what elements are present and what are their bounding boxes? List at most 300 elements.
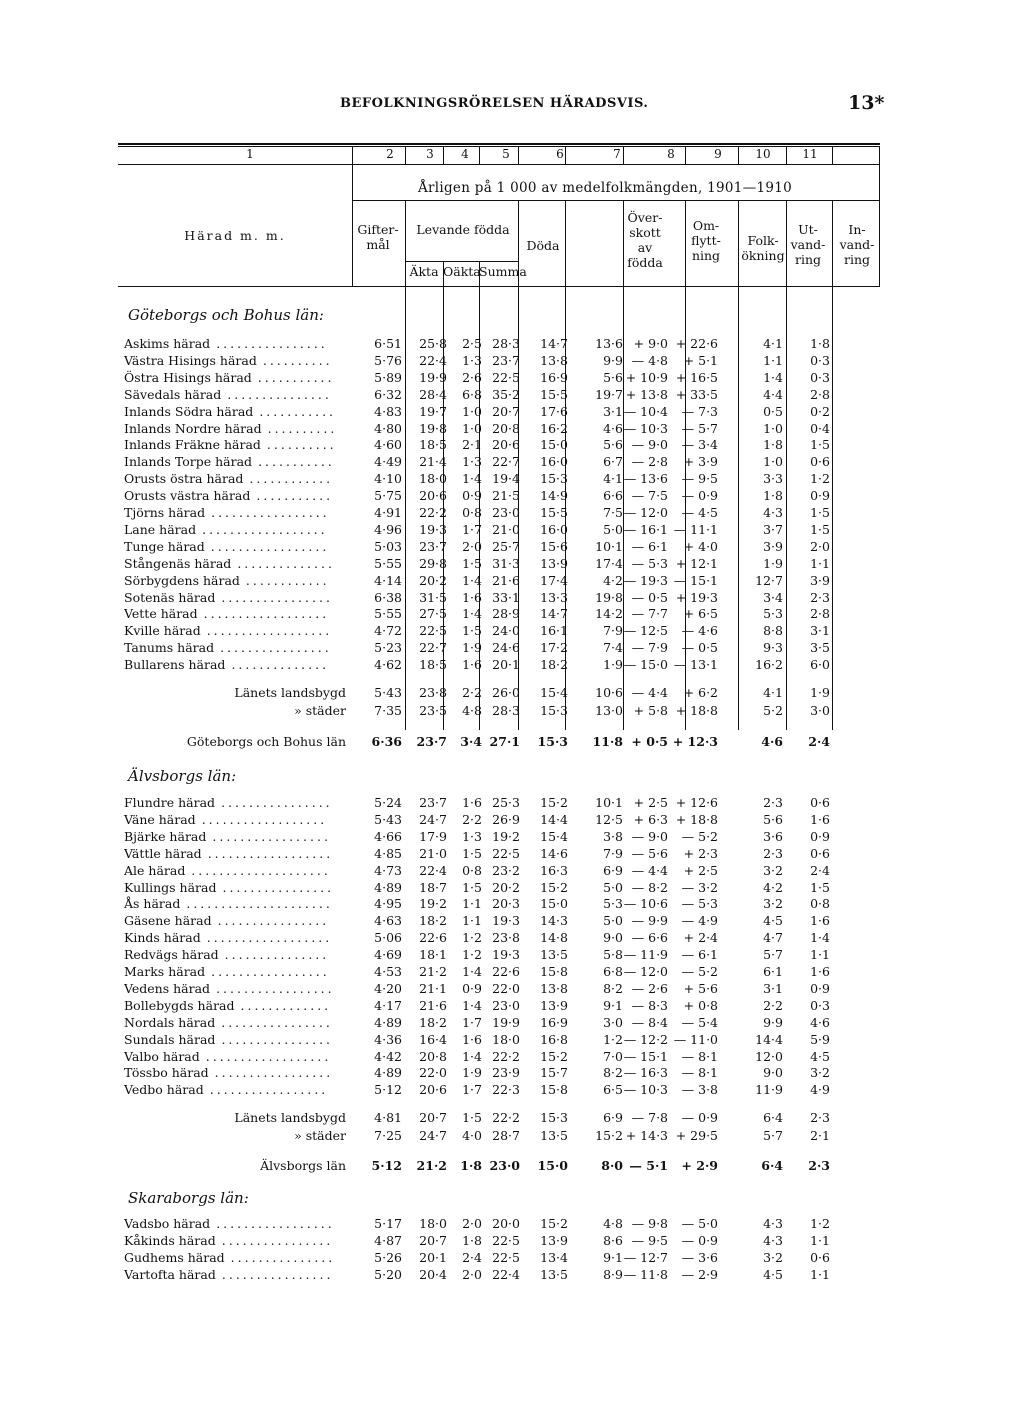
cell-col-4: 1·4: [462, 471, 482, 487]
leader-dots: .................: [211, 505, 330, 520]
cell-col-3: 20·6: [419, 1082, 447, 1098]
cell-col-5: 19·9: [492, 1014, 520, 1030]
cell-col-3: 21·6: [419, 997, 447, 1013]
cell-col-2: 7·25: [374, 1128, 402, 1143]
cell-col-9: + 19·3: [675, 589, 718, 605]
table-row: [0, 880, 1024, 896]
cell-col-11: 0·6: [810, 454, 830, 470]
cell-col-10: 2·3: [763, 795, 783, 810]
cell-col-7: 8·6: [603, 1232, 623, 1248]
cell-col-6: 13·5: [540, 1128, 568, 1143]
cell-col-8: — 6·1: [631, 538, 668, 554]
cell-col-8: — 6·6: [631, 930, 668, 946]
cell-col-9: — 0·9: [681, 488, 718, 504]
cell-col-4: 2·6: [462, 369, 482, 385]
cell-col-5: 20·8: [492, 420, 520, 436]
cell-col-7: 19·8: [595, 589, 623, 605]
cell-col-5: 20·7: [492, 403, 520, 419]
table-row: [0, 590, 1024, 606]
leader-dots: ....................: [191, 862, 331, 878]
cell-col-10: 1·8: [763, 488, 783, 504]
cell-col-2: 5·24: [374, 795, 402, 810]
cell-col-11: 0·4: [810, 420, 830, 436]
page-number: 13*: [848, 92, 885, 114]
leader-dots: .................: [209, 1082, 329, 1098]
cell-col-2: 5·55: [374, 606, 402, 622]
cell-col-3: 19·9: [419, 369, 447, 385]
running-title: BEFOLKNINGSRÖRELSEN HÄRADSVIS.: [340, 96, 649, 111]
cell-col-5: 22·5: [492, 845, 520, 861]
cell-col-3: 16·4: [419, 1031, 447, 1047]
header-utvandring: Ut- vand- ring: [790, 222, 826, 267]
table-row: [0, 1065, 1024, 1081]
cell-col-2: 4·85: [374, 845, 402, 861]
cell-col-8: — 7·9: [631, 640, 668, 656]
cell-col-8: — 10·3: [623, 1082, 668, 1098]
cell-col-6: 15·0: [537, 1158, 568, 1173]
column-number: 4: [461, 147, 469, 161]
cell-col-6: 15·5: [540, 505, 568, 520]
cell-col-4: 1·8: [460, 1158, 482, 1173]
cell-col-8: — 10·4: [623, 403, 668, 419]
cell-col-4: 1·5: [462, 845, 482, 861]
header-summa: Summa: [479, 264, 527, 279]
column-number: 3: [426, 147, 434, 161]
cell-col-7: 17·4: [595, 555, 623, 571]
cell-col-7: 4·1: [603, 471, 623, 487]
leader-dots: .................: [212, 828, 331, 844]
cell-col-11: 0·9: [810, 980, 830, 996]
cell-col-9: + 2·9: [681, 1158, 718, 1173]
cell-col-2: 4·91: [374, 505, 402, 520]
cell-col-10: 4·3: [763, 1216, 783, 1231]
row-label: Askims härad: [124, 336, 211, 351]
leader-dots: ...............: [227, 386, 332, 402]
cell-col-8: — 16·3: [623, 1065, 668, 1081]
table-row: [0, 964, 1024, 980]
cell-col-9: — 4·9: [681, 913, 718, 929]
cell-col-3: 22·7: [419, 640, 447, 656]
cell-col-2: 4·73: [374, 862, 402, 878]
cell-col-11: 3·1: [810, 623, 830, 639]
cell-col-4: 1·8: [462, 1232, 482, 1248]
cell-col-3: 20·7: [419, 1110, 447, 1125]
cell-col-8: — 12·0: [623, 964, 668, 979]
table-row: [0, 336, 1024, 352]
leader-dots: ..........: [267, 420, 338, 436]
cell-col-5: 22·3: [492, 1082, 520, 1098]
cell-col-7: 7·4: [603, 640, 623, 656]
header-overskott: Över- skott av födda: [627, 210, 663, 270]
cell-col-7: 8·2: [603, 980, 623, 996]
cell-col-2: 4·87: [374, 1232, 402, 1248]
cell-col-10: 3·9: [763, 538, 783, 554]
table-row: [0, 1216, 1024, 1232]
cell-col-4: 1·6: [462, 1031, 482, 1047]
cell-col-11: 3·0: [810, 703, 830, 718]
cell-col-4: 1·4: [462, 572, 482, 588]
cell-col-6: 13·4: [540, 1249, 568, 1265]
cell-col-4: 0·8: [462, 862, 482, 878]
cell-col-8: — 5·1: [629, 1158, 668, 1173]
cell-col-10: 14·4: [755, 1031, 783, 1047]
cell-col-7: 9·1: [603, 997, 623, 1013]
column-number: 10: [755, 147, 771, 161]
cell-col-5: 24·6: [492, 640, 520, 656]
cell-col-8: — 9·9: [631, 913, 668, 929]
cell-col-4: 2·5: [462, 336, 482, 351]
cell-col-10: 6·4: [763, 1110, 783, 1125]
cell-col-11: 1·6: [810, 913, 830, 929]
cell-col-10: 5·7: [763, 1128, 783, 1143]
row-label: Vättle härad: [124, 845, 202, 861]
cell-col-2: 4·36: [374, 1031, 402, 1047]
cell-col-6: 15·7: [540, 1065, 568, 1081]
cell-col-2: 5·20: [374, 1266, 402, 1282]
cell-col-6: 15·2: [540, 795, 568, 810]
cell-col-4: 1·5: [462, 1110, 482, 1125]
cell-col-6: 16·9: [540, 1014, 568, 1030]
cell-col-3: 24·7: [419, 1128, 447, 1143]
row-label: Länets landsbygd: [234, 1110, 346, 1125]
cell-col-11: 1·1: [810, 1266, 830, 1282]
leader-dots: ..................: [202, 521, 328, 537]
cell-col-8: — 5·6: [631, 845, 668, 861]
cell-col-11: 1·1: [810, 947, 830, 963]
row-label: Väne härad: [124, 811, 196, 827]
cell-col-11: 4·5: [810, 1048, 830, 1064]
cell-col-11: 6·0: [810, 657, 830, 673]
table-row: [0, 623, 1024, 639]
table-row: [0, 1082, 1024, 1098]
row-label: Flundre härad: [124, 795, 216, 810]
cell-col-7: 1·2: [603, 1031, 623, 1047]
cell-col-3: 28·4: [419, 386, 447, 402]
cell-col-2: 5·89: [374, 369, 402, 385]
cell-col-6: 15·2: [540, 1216, 568, 1231]
cell-col-7: 9·9: [603, 352, 623, 368]
table-row: [0, 1267, 1024, 1283]
leader-dots: ..............: [231, 657, 330, 673]
cell-col-10: 5·3: [763, 606, 783, 622]
row-label: Gudhems härad: [124, 1249, 225, 1265]
leader-dots: ...............: [224, 947, 330, 963]
cell-col-7: 9·0: [603, 930, 623, 946]
cell-col-5: 20·3: [492, 896, 520, 912]
cell-col-11: 2·1: [810, 1128, 830, 1143]
table-row: [0, 640, 1024, 656]
cell-col-3: 23·8: [419, 685, 447, 700]
cell-col-8: — 12·0: [623, 505, 668, 520]
table-row: [0, 1015, 1024, 1031]
table-row: [0, 437, 1024, 453]
cell-col-6: 14·3: [540, 913, 568, 929]
cell-col-11: 0·8: [810, 896, 830, 912]
cell-col-7: 12·5: [595, 811, 623, 827]
table-row: [0, 795, 1024, 811]
cell-col-5: 22·5: [492, 1232, 520, 1248]
cell-col-8: + 6·3: [633, 811, 668, 827]
cell-col-8: — 9·8: [631, 1216, 668, 1231]
row-label: Bjärke härad: [124, 828, 207, 844]
row-label: Inlands Nordre härad: [124, 420, 262, 436]
cell-col-5: 23·9: [492, 1065, 520, 1081]
row-label: Redvägs härad: [124, 947, 219, 963]
cell-col-8: — 8·2: [631, 879, 668, 895]
cell-col-5: 27·1: [489, 734, 520, 749]
leader-dots: ................: [221, 795, 333, 810]
cell-col-2: 4·14: [374, 572, 402, 588]
cell-col-3: 22·5: [419, 623, 447, 639]
cell-col-3: 22·4: [419, 862, 447, 878]
cell-col-4: 2·0: [462, 1266, 482, 1282]
cell-col-7: 5·0: [603, 913, 623, 929]
cell-col-5: 19·2: [492, 828, 520, 844]
cell-col-5: 28·7: [492, 1128, 520, 1143]
cell-col-5: 22·2: [492, 1048, 520, 1064]
row-label: Kåkinds härad: [124, 1232, 216, 1248]
cell-col-3: 20·2: [419, 572, 447, 588]
cell-col-6: 15·6: [540, 538, 568, 554]
cell-col-11: 2·3: [810, 1110, 830, 1125]
cell-col-9: — 5·4: [681, 1014, 718, 1030]
cell-col-4: 1·9: [462, 640, 482, 656]
cell-col-10: 3·6: [763, 828, 783, 844]
cell-col-2: 4·95: [374, 896, 402, 912]
table-row: [0, 846, 1024, 862]
cell-col-8: + 14·3: [625, 1128, 668, 1143]
cell-col-7: 3·0: [603, 1014, 623, 1030]
cell-col-6: 13·8: [540, 352, 568, 368]
cell-col-8: — 4·4: [631, 862, 668, 878]
header-folkokning: Folk- ökning: [741, 233, 785, 263]
leader-dots: ..........: [266, 437, 337, 453]
cell-col-7: 10·6: [595, 685, 623, 700]
cell-col-11: 0·6: [810, 1249, 830, 1265]
table-row: [0, 522, 1024, 538]
cell-col-4: 0·9: [462, 980, 482, 996]
cell-col-6: 16·8: [540, 1031, 568, 1047]
row-label: Sävedals härad: [124, 386, 222, 402]
header-invandring: In- vand- ring: [839, 222, 875, 267]
cell-col-4: 2·0: [462, 538, 482, 554]
column-number: 11: [802, 147, 818, 161]
cell-col-9: — 13·1: [673, 657, 718, 673]
table-row: [0, 556, 1024, 572]
row-label: Marks härad: [124, 964, 206, 979]
cell-col-8: — 4·8: [631, 352, 668, 368]
cell-col-6: 13·5: [540, 947, 568, 963]
cell-col-7: 5·0: [603, 879, 623, 895]
cell-col-11: 2·8: [810, 606, 830, 622]
cell-col-9: — 4·5: [681, 505, 718, 520]
cell-col-6: 14·9: [540, 488, 568, 504]
cell-col-8: + 5·8: [633, 703, 668, 718]
cell-col-9: + 5·6: [683, 980, 718, 996]
cell-col-11: 4·9: [810, 1082, 830, 1098]
cell-col-8: — 7·8: [631, 1110, 668, 1125]
cell-col-8: — 11·8: [623, 1266, 668, 1282]
row-label: Kville härad: [124, 623, 201, 639]
cell-col-3: 23·7: [419, 795, 447, 810]
row-label: Vadsbo härad: [124, 1216, 211, 1231]
leader-dots: ..........: [262, 352, 333, 368]
cell-col-10: 4·5: [763, 1266, 783, 1282]
cell-col-4: 2·1: [462, 437, 482, 453]
cell-col-5: 23·2: [492, 862, 520, 878]
cell-col-7: 6·9: [603, 862, 623, 878]
cell-col-7: 10·1: [595, 538, 623, 554]
cell-col-11: 0·3: [810, 997, 830, 1013]
cell-col-10: 4·7: [763, 930, 783, 946]
cell-col-7: 6·5: [603, 1082, 623, 1098]
cell-col-9: + 2·3: [683, 845, 718, 861]
cell-col-4: 1·5: [462, 879, 482, 895]
cell-col-2: 4·17: [374, 997, 402, 1013]
table-row: [0, 454, 1024, 470]
cell-col-8: + 2·5: [633, 795, 668, 810]
cell-col-3: 18·5: [419, 437, 447, 453]
cell-col-11: 2·3: [810, 589, 830, 605]
cell-col-9: + 4·0: [683, 538, 718, 554]
cell-col-10: 11·9: [755, 1082, 783, 1098]
cell-col-6: 15·5: [540, 386, 568, 402]
leader-dots: .................: [216, 980, 335, 996]
cell-col-9: — 3·2: [681, 879, 718, 895]
cell-col-4: 1·9: [462, 1065, 482, 1081]
cell-col-9: + 3·9: [683, 454, 718, 470]
cell-col-3: 18·5: [419, 657, 447, 673]
cell-col-4: 1·4: [462, 964, 482, 979]
row-label: Sörbygdens härad: [124, 572, 240, 588]
column-number: 8: [667, 147, 675, 161]
cell-col-7: 13·0: [595, 703, 623, 718]
cell-col-4: 6·8: [462, 386, 482, 402]
cell-col-7: 3·1: [603, 403, 623, 419]
cell-col-11: 0·6: [810, 795, 830, 810]
row-label: Inlands Södra härad: [124, 403, 254, 419]
cell-col-10: 3·2: [763, 862, 783, 878]
subtotal-row: [0, 1128, 1024, 1144]
cell-col-9: + 33·5: [675, 386, 718, 402]
cell-col-9: + 6·2: [683, 685, 718, 700]
column-number: 2: [386, 147, 394, 161]
cell-col-7: 13·6: [595, 336, 623, 351]
cell-col-5: 26·0: [492, 685, 520, 700]
leader-dots: ................: [221, 589, 333, 605]
county-heading: Göteborgs och Bohus län:: [128, 306, 324, 324]
cell-col-10: 8·8: [763, 623, 783, 639]
cell-col-2: 5·43: [374, 811, 402, 827]
cell-col-6: 13·9: [540, 555, 568, 571]
cell-col-8: — 0·5: [631, 589, 668, 605]
cell-col-11: 1·1: [810, 555, 830, 571]
cell-col-4: 1·7: [462, 1014, 482, 1030]
cell-col-5: 35·2: [492, 386, 520, 402]
cell-col-3: 19·3: [419, 521, 447, 537]
cell-col-9: — 9·5: [681, 471, 718, 487]
leader-dots: ................: [221, 1014, 333, 1030]
cell-col-11: 2·8: [810, 386, 830, 402]
cell-col-11: 0·9: [810, 488, 830, 504]
cell-col-7: 11·8: [592, 734, 623, 749]
cell-col-8: — 7·5: [631, 488, 668, 504]
cell-col-3: 22·4: [419, 352, 447, 368]
table-row: [0, 370, 1024, 386]
cell-col-5: 19·3: [492, 913, 520, 929]
table-row: [0, 488, 1024, 504]
cell-col-7: 6·8: [603, 964, 623, 979]
header-doda: Döda: [526, 238, 560, 253]
cell-col-5: 20·1: [492, 657, 520, 673]
cell-col-11: 0·3: [810, 369, 830, 385]
cell-col-3: 27·5: [419, 606, 447, 622]
cell-col-3: 20·7: [419, 1232, 447, 1248]
cell-col-3: 18·7: [419, 879, 447, 895]
cell-col-3: 21·1: [419, 980, 447, 996]
cell-col-4: 1·7: [462, 1082, 482, 1098]
cell-col-5: 31·3: [492, 555, 520, 571]
cell-col-6: 17·6: [540, 403, 568, 419]
cell-col-5: 22·5: [492, 1249, 520, 1265]
cell-col-9: — 6·1: [681, 947, 718, 963]
cell-col-7: 4·8: [603, 1216, 623, 1231]
cell-col-5: 28·3: [492, 703, 520, 718]
cell-col-9: — 0·5: [681, 640, 718, 656]
table-row: [0, 573, 1024, 589]
cell-col-3: 31·5: [419, 589, 447, 605]
cell-col-3: 20·6: [419, 488, 447, 504]
cell-col-4: 1·4: [462, 606, 482, 622]
cell-col-3: 18·2: [419, 1014, 447, 1030]
cell-col-2: 6·36: [371, 734, 402, 749]
cell-col-9: + 29·5: [675, 1128, 718, 1143]
cell-col-6: 15·4: [540, 828, 568, 844]
cell-col-8: — 12·2: [623, 1031, 668, 1047]
row-label: » städer: [294, 703, 346, 718]
cell-col-9: + 18·8: [675, 703, 718, 718]
cell-col-6: 14·7: [540, 606, 568, 622]
row-label: Länets landsbygd: [234, 685, 346, 700]
cell-col-4: 1·5: [462, 623, 482, 639]
cell-col-5: 33·1: [492, 589, 520, 605]
row-label: Ale härad: [124, 862, 186, 878]
cell-col-5: 26·9: [492, 811, 520, 827]
cell-col-10: 5·6: [763, 811, 783, 827]
table-row: [0, 1250, 1024, 1266]
cell-col-7: 7·9: [603, 845, 623, 861]
cell-col-5: 23·0: [489, 1158, 520, 1173]
cell-col-11: 3·2: [810, 1065, 830, 1081]
table-row: [0, 930, 1024, 946]
leader-dots: ................: [220, 640, 332, 656]
cell-col-5: 19·3: [492, 947, 520, 963]
county-total-row: [0, 734, 1024, 750]
table-row: [0, 505, 1024, 521]
cell-col-10: 1·4: [763, 369, 783, 385]
cell-col-2: 6·51: [374, 336, 402, 351]
cell-col-9: — 3·8: [681, 1082, 718, 1098]
cell-col-7: 6·6: [603, 488, 623, 504]
row-label: Orusts östra härad: [124, 471, 244, 487]
cell-col-5: 22·7: [492, 454, 520, 470]
subtotal-row: [0, 703, 1024, 719]
cell-col-8: — 13·6: [623, 471, 668, 487]
cell-col-3: 18·2: [419, 913, 447, 929]
cell-col-9: — 5·2: [681, 964, 718, 979]
cell-col-2: 5·12: [371, 1158, 402, 1173]
cell-col-6: 15·2: [540, 879, 568, 895]
